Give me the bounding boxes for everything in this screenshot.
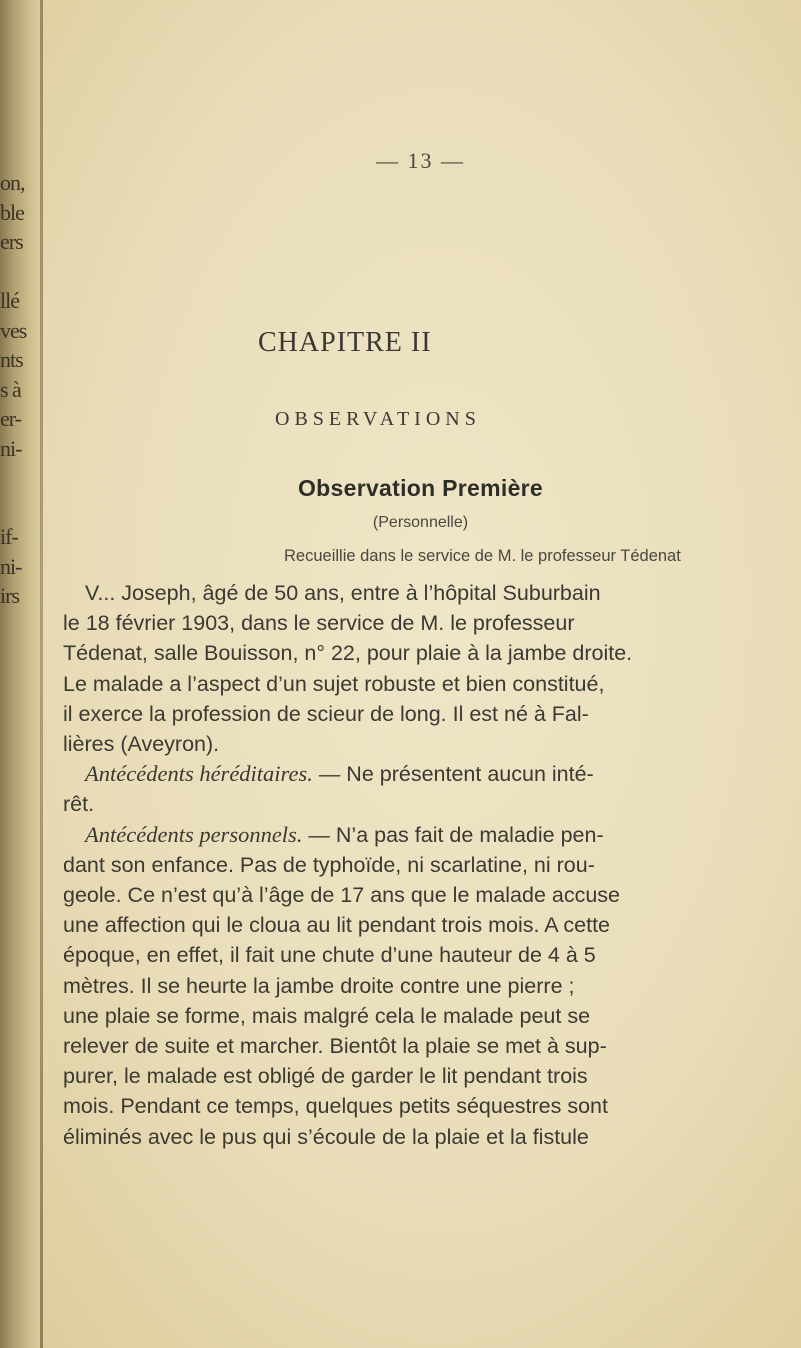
text-line: relever de suite et marcher. Bientôt la plaie se met à sup- xyxy=(63,1034,607,1059)
text-line: mois. Pendant ce temps, quelques petits séquestres sont xyxy=(63,1094,608,1119)
chapter-title: CHAPITRE II xyxy=(258,327,432,358)
edge-fragment: ble xyxy=(0,199,24,225)
previous-page-edge-text xyxy=(0,168,38,611)
observation-source: Recueillie dans le service de M. le professeur Tédenat xyxy=(284,547,681,565)
text-line: geole. Ce n’est qu’à l’âge de 17 ans que le malade accuse xyxy=(63,883,620,908)
edge-fragment: if- xyxy=(0,524,18,549)
edge-fragment: on, xyxy=(0,170,25,195)
edge-fragment: ni- xyxy=(0,553,22,579)
page-edge-shadow xyxy=(40,0,43,1348)
edge-fragment: irs xyxy=(0,583,19,608)
observation-title: Observation Première xyxy=(297,475,544,501)
edge-fragment: ves xyxy=(0,317,27,343)
edge-fragment: nts xyxy=(0,347,23,372)
text-line: époque, en effet, il fait une chute d’une hauteur de 4 à 5 xyxy=(63,943,596,968)
edge-fragment: ni- xyxy=(0,435,22,461)
text-line: purer, le malade est obligé de garder le lit pendant trois xyxy=(63,1064,588,1089)
text-line: le 18 février 1903, dans le service de M. le professeur xyxy=(63,611,575,636)
text-line: une affection qui le cloua au lit pendant trois mois. A cette xyxy=(63,913,611,938)
edge-fragment: er- xyxy=(0,406,21,431)
text-line: V... Joseph, âgé de 50 ans, entre à l’hôpital Suburbain xyxy=(85,581,601,605)
text-line xyxy=(63,759,763,789)
heading-hereditary: Antécédents héréditaires. xyxy=(85,761,313,787)
edge-fragment xyxy=(0,257,38,287)
text-line: rêt. xyxy=(63,792,95,817)
text-line: Le malade a l’aspect d’un sujet robuste et bien constitué, xyxy=(63,671,605,696)
text-line: mètres. Il se heurte la jambe droite contre une pierre ; xyxy=(63,973,575,998)
text-line: éliminés avec le pus qui s’écoule de la plaie et la fistule xyxy=(63,1124,589,1149)
page-number: — 13 — xyxy=(376,148,465,173)
text-line: Tédenat, salle Bouisson, n° 22, pour plaie à la jambe droite. xyxy=(63,641,633,666)
text-line xyxy=(63,820,763,850)
section-title: OBSERVATIONS xyxy=(275,408,481,430)
text-line: il exerce la profession de scieur de long. Il est né à Fal- xyxy=(63,701,589,726)
observation-body xyxy=(63,578,763,1152)
text-fragment: — N’a pas fait de maladie pen- xyxy=(302,822,604,847)
text-line: dant son enfance. Pas de typhoïde, ni scarlatine, ni rou- xyxy=(63,852,595,877)
text-line: une plaie se forme, mais malgré cela le malade peut se xyxy=(63,1003,591,1028)
text-line: lières (Aveyron). xyxy=(63,732,220,757)
edge-fragment: ers xyxy=(0,229,23,254)
edge-fragment: llé xyxy=(0,288,19,313)
observation-subtitle: (Personnelle) xyxy=(372,514,469,531)
edge-fragment: s à xyxy=(0,376,21,402)
heading-personal: Antécédents personnels. xyxy=(85,821,303,847)
text-fragment: — Ne présentent aucun inté- xyxy=(312,762,594,787)
